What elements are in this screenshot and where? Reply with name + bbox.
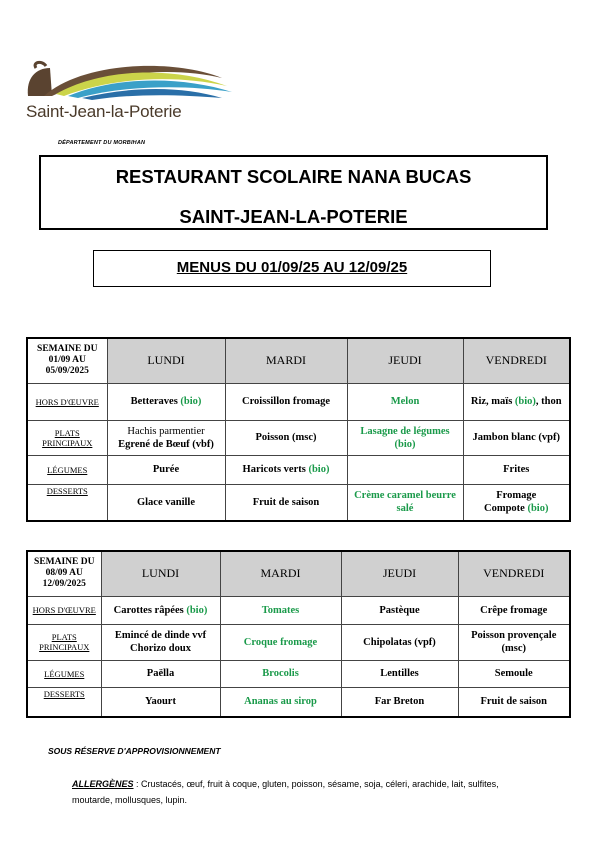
day-header-lundi: LUNDI xyxy=(107,338,225,383)
dish-cell: Frites xyxy=(463,455,570,484)
dish-cell: Fruit de saison xyxy=(458,687,570,717)
town-logo xyxy=(22,56,237,126)
week2-label: SEMAINE DU 08/09 AU 12/09/2025 xyxy=(27,551,101,596)
day-header-mardi: MARDI xyxy=(220,551,341,596)
dish-cell xyxy=(347,455,463,484)
category-plats-principaux: PLATS PRINCIPAUX xyxy=(27,624,101,660)
dish-cell: Haricots verts (bio) xyxy=(225,455,347,484)
dish-cell: Crème caramel beurre salé xyxy=(347,484,463,521)
supply-notice: SOUS RÉSERVE D'APPROVISIONNEMENT xyxy=(48,746,221,756)
day-header-lundi: LUNDI xyxy=(101,551,220,596)
menus-period-title: MENUS DU 01/09/25 AU 12/09/25 xyxy=(176,259,408,276)
dish-cell: Brocolis xyxy=(220,660,341,687)
category-desserts: DESSERTS xyxy=(27,484,107,521)
dish-cell: Semoule xyxy=(458,660,570,687)
logo-text: Saint-Jean-la-Poterie xyxy=(26,102,182,121)
week2-menu-table xyxy=(26,550,571,718)
dish-cell: Poisson provençale (msc) xyxy=(458,624,570,660)
week1-label: SEMAINE DU 01/09 AU 05/09/2025 xyxy=(27,338,107,383)
dish-cell: Emincé de dinde vvf Chorizo doux xyxy=(101,624,220,660)
category-legumes: LÉGUMES xyxy=(27,660,101,687)
dish-cell: Crêpe fromage xyxy=(458,596,570,624)
dish-cell: Ananas au sirop xyxy=(220,687,341,717)
dish-cell: Pastèque xyxy=(341,596,458,624)
dish-cell: Chipolatas (vpf) xyxy=(341,624,458,660)
restaurant-title: RESTAURANT SCOLAIRE NANA BUCAS xyxy=(115,166,472,187)
logo-waves-graphic xyxy=(22,56,237,106)
category-plats-principaux: PLATS PRINCIPAUX xyxy=(27,420,107,455)
allergens-list: : Crustacés, œuf, fruit à coque, gluten, poisson, sésame, soja, céleri, arachide, lait, sulfites, moutarde, mollusques, lupin. xyxy=(72,779,499,805)
dish-cell: Fromage Compote (bio) xyxy=(463,484,570,521)
week1-menu-table xyxy=(26,337,571,522)
dish-cell: Melon xyxy=(347,383,463,420)
department-label: DÉPARTEMENT DU MORBIHAN xyxy=(58,140,146,146)
dish-cell: Carottes râpées (bio) xyxy=(101,596,220,624)
dish-cell: Hachis parmentier Egrené de Bœuf (vbf) xyxy=(107,420,225,455)
dish-cell: Lentilles xyxy=(341,660,458,687)
dish-cell: Fruit de saison xyxy=(225,484,347,521)
dish-cell: Glace vanille xyxy=(107,484,225,521)
dish-cell: Lasagne de légumes (bio) xyxy=(347,420,463,455)
dish-cell: Yaourt xyxy=(101,687,220,717)
dish-cell: Betteraves (bio) xyxy=(107,383,225,420)
dish-cell: Poisson (msc) xyxy=(225,420,347,455)
dish-cell: Riz, maïs (bio), thon xyxy=(463,383,570,420)
town-title: SAINT-JEAN-LA-POTERIE xyxy=(179,206,408,227)
category-legumes: LÉGUMES xyxy=(27,455,107,484)
allergens-label: ALLERGÈNES xyxy=(72,779,134,789)
category-hors-oeuvre: HORS D'ŒUVRE xyxy=(27,383,107,420)
dish-cell: Croissillon fromage xyxy=(225,383,347,420)
category-desserts: DESSERTS xyxy=(27,687,101,717)
category-hors-oeuvre: HORS D'ŒUVRE xyxy=(27,596,101,624)
day-header-jeudi: JEUDI xyxy=(347,338,463,383)
dish-cell: Paëlla xyxy=(101,660,220,687)
day-header-vendredi: VENDREDI xyxy=(458,551,570,596)
dish-cell: Jambon blanc (vpf) xyxy=(463,420,570,455)
day-header-jeudi: JEUDI xyxy=(341,551,458,596)
day-header-vendredi: VENDREDI xyxy=(463,338,570,383)
day-header-mardi: MARDI xyxy=(225,338,347,383)
title-box xyxy=(39,155,548,230)
dish-cell: Far Breton xyxy=(341,687,458,717)
dish-cell: Purée xyxy=(107,455,225,484)
dish-cell: Tomates xyxy=(220,596,341,624)
menus-period-box xyxy=(93,250,491,287)
allergens-notice xyxy=(72,776,522,808)
dish-cell: Croque fromage xyxy=(220,624,341,660)
